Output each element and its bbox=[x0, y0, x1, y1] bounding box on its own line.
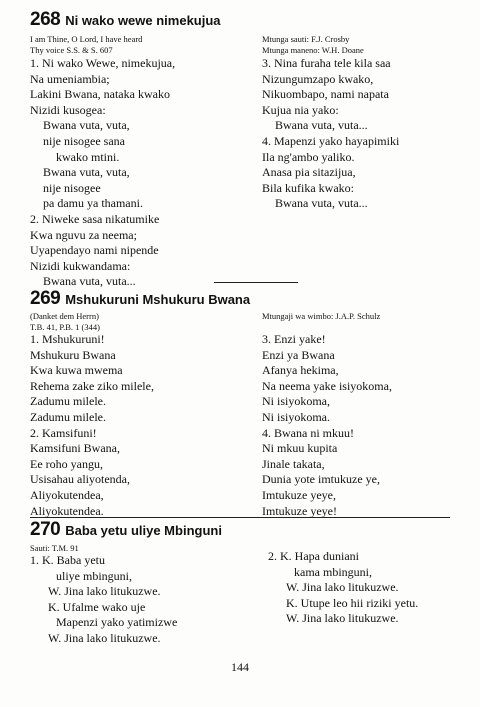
verse-line: W. Jina lako litukuzwe. bbox=[48, 630, 161, 645]
meta-line: Mtungaji wa wimbo: J.A.P. Schulz bbox=[262, 311, 381, 321]
hymn-268-source bbox=[30, 34, 142, 56]
verse-line: Nizidi kukwandama: bbox=[30, 258, 131, 273]
verse-line: K. Utupe leo hii riziki yetu. bbox=[286, 595, 419, 610]
meta-line: (Danket dem Herrn) bbox=[30, 311, 99, 321]
hymn-268-title bbox=[30, 9, 221, 31]
verse-line: Nikuombapo, nami napata bbox=[262, 87, 389, 102]
hymn-270-column-right bbox=[268, 549, 418, 627]
verse-line: Afanya hekima, bbox=[262, 363, 339, 378]
hymn-269-column-left bbox=[30, 332, 154, 519]
section-divider bbox=[30, 517, 450, 518]
meta-line: I am Thine, O Lord, I have heard bbox=[30, 34, 143, 44]
verse-line: Zadumu milele. bbox=[30, 394, 106, 409]
verse-line: Aliyokutendea, bbox=[30, 487, 104, 502]
verse-line: Mapenzi yako yatimizwe bbox=[56, 615, 178, 630]
hymn-269-column-right bbox=[262, 332, 392, 519]
verse-line: Kwa nguvu za neema; bbox=[30, 227, 137, 242]
verse-line: Mshukuru Bwana bbox=[30, 347, 116, 362]
verse-line: 2. Niweke sasa nikatumike bbox=[30, 211, 160, 226]
verse-line: uliye mbinguni, bbox=[56, 568, 132, 583]
hymn-name: Baba yetu uliye Mbinguni bbox=[65, 523, 222, 538]
verse-line: Jinale takata, bbox=[262, 456, 325, 471]
refrain-line: nije nisogee sana bbox=[43, 133, 125, 148]
hymn-269-authors bbox=[262, 311, 380, 322]
refrain-line: Bwana vuta, vuta, bbox=[43, 118, 130, 133]
meta-line: Mtunga maneno: W.H. Doane bbox=[262, 45, 364, 55]
verse-line: 2. K. Hapa duniani bbox=[268, 549, 359, 563]
hymn-268-column-right bbox=[262, 56, 399, 212]
refrain-line: Bwana vuta, vuta... bbox=[275, 118, 368, 133]
refrain-line: Bwana vuta, vuta, bbox=[43, 165, 130, 180]
meta-line: Mtunga sauti: F.J. Crosby bbox=[262, 34, 350, 44]
refrain-line: Bwana vuta, vuta... bbox=[275, 196, 368, 211]
refrain-line: kwako mtini. bbox=[56, 149, 120, 164]
verse-line: K. Ufalme wako uje bbox=[48, 599, 146, 614]
verse-line: Bila kufika kwako: bbox=[262, 180, 354, 195]
section-divider bbox=[214, 282, 298, 283]
verse-line: 1. Mshukuruni! bbox=[30, 332, 105, 346]
verse-line: Imtukuze yeye! bbox=[262, 503, 337, 518]
hymn-number: 269 bbox=[30, 288, 61, 309]
verse-line: Anasa pia sitazijua, bbox=[262, 165, 356, 180]
verse-line: Nizidi kusogea: bbox=[30, 102, 106, 117]
verse-line: Ni isiyokoma. bbox=[262, 409, 330, 424]
verse-line: Ila ng'ambo yaliko. bbox=[262, 149, 355, 164]
verse-line: Nizungumzapo kwako, bbox=[262, 71, 374, 86]
hymn-268-column-left bbox=[30, 56, 175, 290]
verse-line: Ni mkuu kupita bbox=[262, 441, 338, 456]
meta-line: T.B. 41, P.B. 1 (344) bbox=[30, 322, 100, 332]
verse-line: Imtukuze yeye, bbox=[262, 487, 336, 502]
verse-line: 4. Bwana ni mkuu! bbox=[262, 425, 354, 440]
verse-line: Ee roho yangu, bbox=[30, 456, 103, 471]
verse-line: Uyapendayo nami nipende bbox=[30, 243, 159, 258]
hymn-268-authors bbox=[262, 34, 364, 56]
hymn-270-column-left bbox=[30, 553, 177, 647]
verse-line: 3. Enzi yake! bbox=[262, 332, 326, 346]
verse-line: Aliyokutendea. bbox=[30, 503, 104, 518]
verse-line: W. Jina lako litukuzwe. bbox=[286, 580, 399, 595]
verse-line: Na umeniambia; bbox=[30, 71, 110, 86]
verse-line: 1. Ni wako Wewe, nimekujua, bbox=[30, 56, 176, 70]
hymn-number: 268 bbox=[30, 9, 61, 30]
hymn-269-source bbox=[30, 311, 100, 333]
hymn-number: 270 bbox=[30, 519, 61, 540]
verse-line: Dunia yote imtukuze ye, bbox=[262, 472, 380, 487]
verse-line: W. Jina lako litukuzwe. bbox=[48, 584, 161, 599]
refrain-line: Bwana vuta, vuta... bbox=[43, 274, 136, 289]
verse-line: Zadumu milele. bbox=[30, 409, 106, 424]
refrain-line: nije nisogee bbox=[43, 180, 101, 195]
hymn-name: Mshukuruni Mshukuru Bwana bbox=[65, 292, 251, 307]
verse-line: 2. Kamsifuni! bbox=[30, 425, 97, 440]
verse-line: 1. K. Baba yetu bbox=[30, 553, 105, 567]
verse-line: Kamsifuni Bwana, bbox=[30, 441, 120, 456]
verse-line: 4. Mapenzi yako hayapimiki bbox=[262, 133, 400, 148]
refrain-line: pa damu ya thamani. bbox=[43, 196, 143, 211]
hymn-name: Ni wako wewe nimekujua bbox=[65, 13, 221, 28]
meta-line: Thy voice S.S. & S. 607 bbox=[30, 45, 113, 55]
verse-line: Kwa kuwa mwema bbox=[30, 363, 123, 378]
verse-line: Rehema zake ziko milele, bbox=[30, 378, 154, 393]
verse-line: Usisahau aliyotenda, bbox=[30, 472, 130, 487]
verse-line: Lakini Bwana, nataka kwako bbox=[30, 87, 170, 102]
verse-line: Kujua nia yako: bbox=[262, 102, 339, 117]
verse-line: kama mbinguni, bbox=[294, 564, 372, 579]
verse-line: Ni isiyokoma, bbox=[262, 394, 330, 409]
page-number: 144 bbox=[231, 660, 249, 674]
hymn-269-title bbox=[30, 288, 250, 310]
meta-line: Sauti: T.M. 91 bbox=[30, 543, 79, 553]
verse-line: Enzi ya Bwana bbox=[262, 347, 335, 362]
verse-line: 3. Nina furaha tele kila saa bbox=[262, 56, 391, 70]
verse-line: Na neema yake isiyokoma, bbox=[262, 378, 392, 393]
hymn-270-title bbox=[30, 519, 222, 541]
verse-line: W. Jina lako litukuzwe. bbox=[286, 611, 399, 626]
